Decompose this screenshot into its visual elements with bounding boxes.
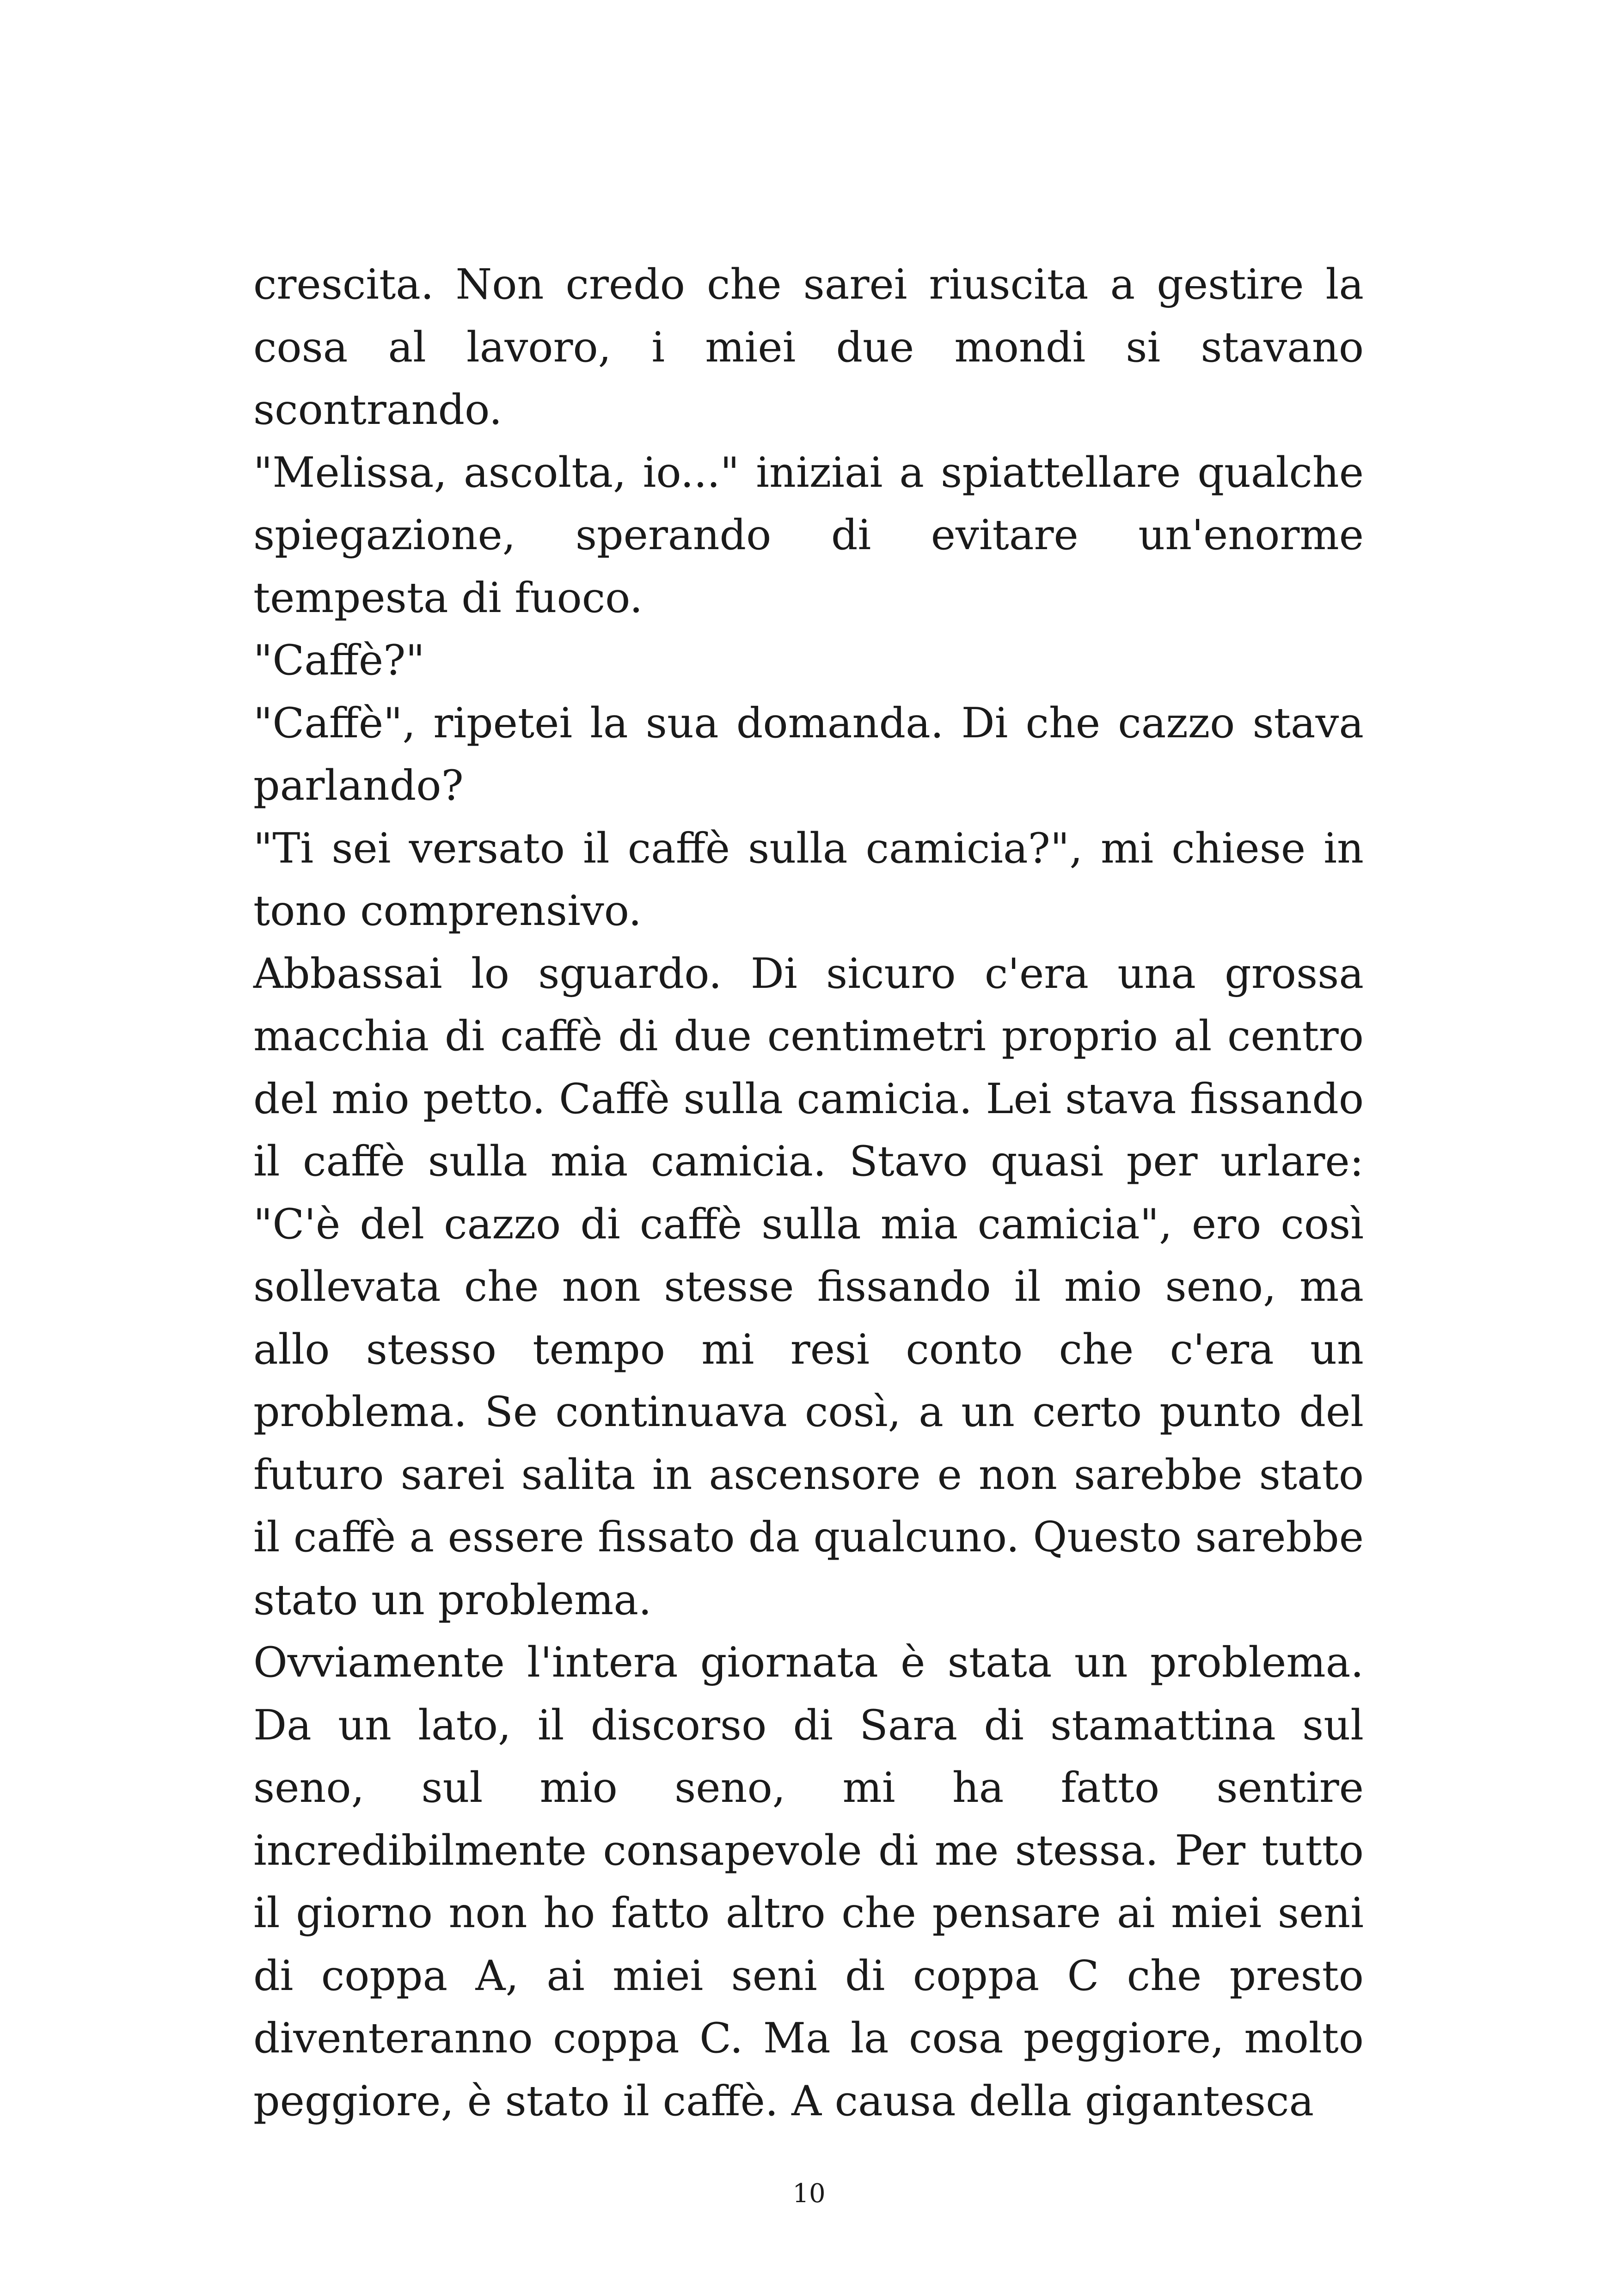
paragraph: crescita. Non credo che sarei riuscita a gestire la cosa al lavoro, i miei due mondi si stavano scontrando. [253,260,1364,434]
paragraph: "Ti sei versato il caffè sulla camicia?", mi chiese in tono comprensivo. [253,824,1364,935]
body-text [253,253,1364,2132]
paragraph: Ovviamente l'intera giornata è stata un problema. Da un lato, il discorso di Sara di stamattina sul seno, sul mio seno, mi ha fatto sentire incredibilmente consapevole di me stessa. Per tutto il giorno non ho fatto altro che pensare ai miei seni di coppa A, ai miei seni di coppa C che presto diventeranno coppa C. Ma la cosa peggiore, molto peggiore, è stato il caffè. A causa della gigantesca [253,1638,1364,2125]
paragraph: "Melissa, ascolta, io..." iniziai a spiattellare qualche spiegazione, sperando di evitare un'enorme tempesta di fuoco. [253,448,1364,622]
paragraph: "Caffè", ripetei la sua domanda. Di che cazzo stava parlando? [253,698,1364,810]
page-number: 10 [792,2179,826,2209]
paragraph: "Caffè?" [253,636,425,685]
paragraph: Abbassai lo sguardo. Di sicuro c'era una grossa macchia di caffè di due centimetri proprio al centro del mio petto. Caffè sulla camicia. Lei stava fissando il caffè sulla mia camicia. Stavo quasi per urlare: "C'è del cazzo di caffè sulla mia camicia", ero così sollevata che non stesse fissando il mio seno, ma allo stesso tempo mi resi conto che c'era un problema. Se continuava così, a un certo punto del futuro sarei salita in ascensore e non sarebbe stato il caffè a essere fissato da qualcuno. Questo sarebbe stato un problema. [253,949,1364,1624]
